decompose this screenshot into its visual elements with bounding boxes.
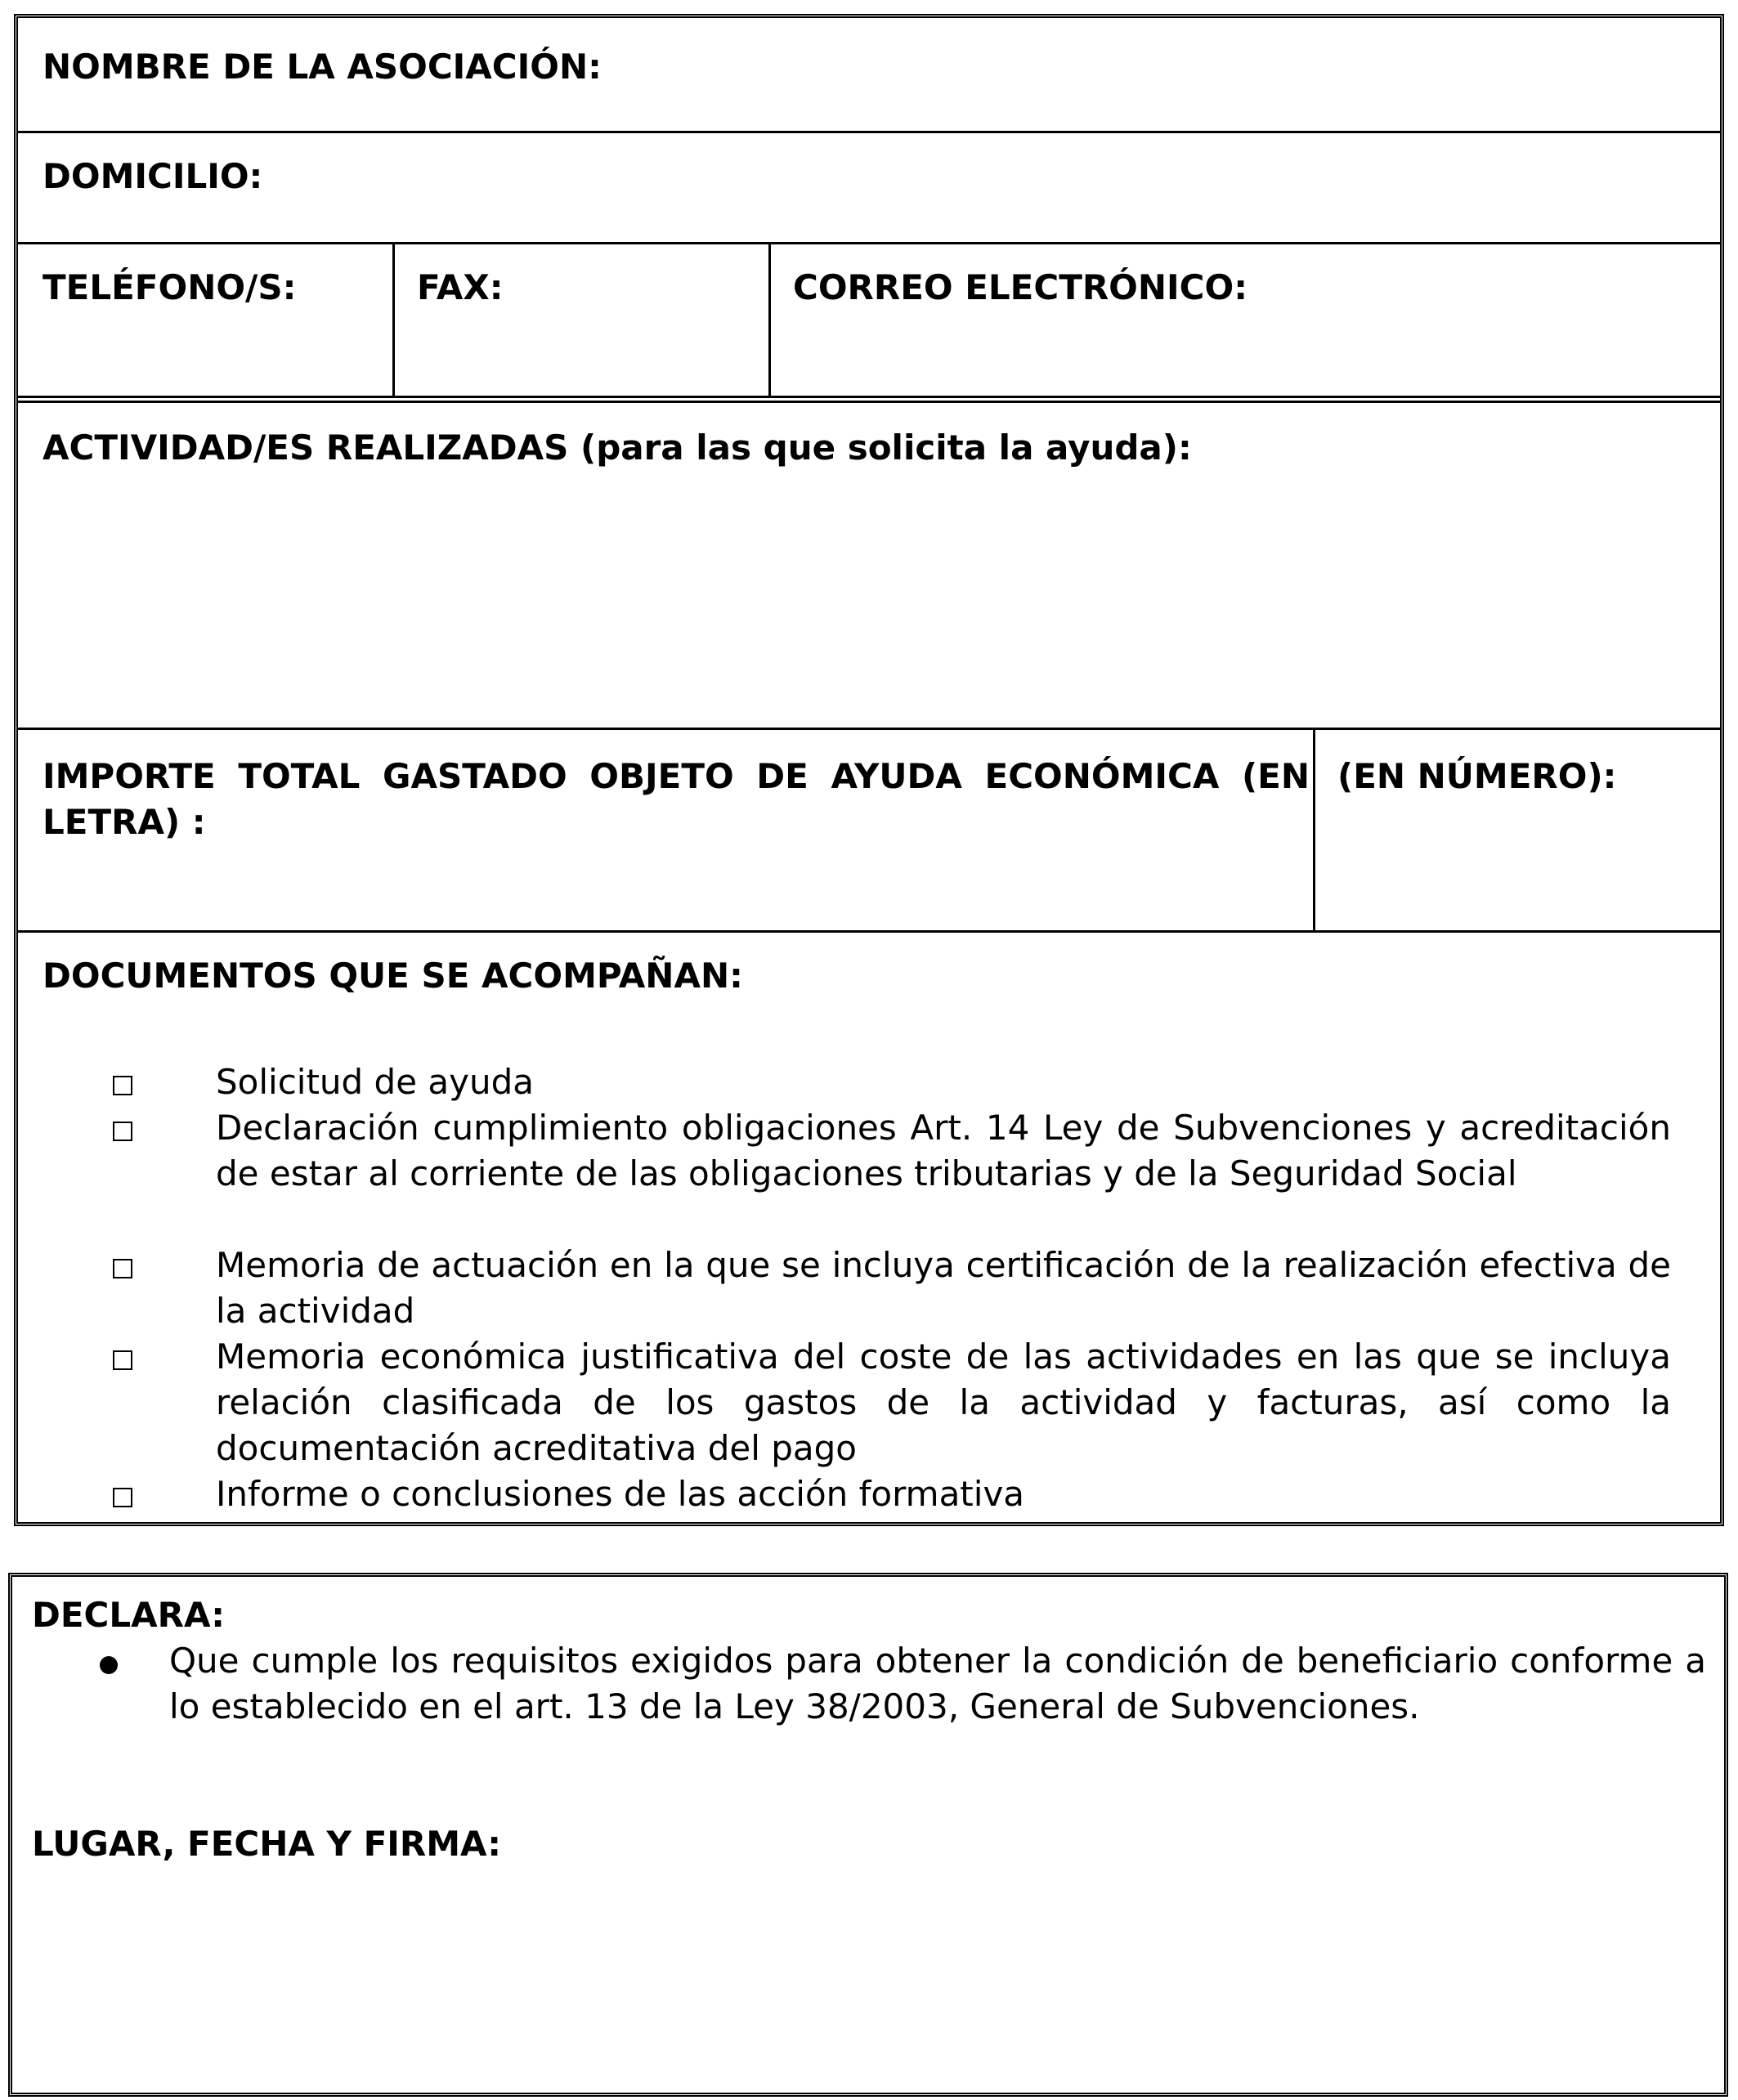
correo-electronico-label: CORREO ELECTRÓNICO:: [793, 267, 1248, 307]
row-divider: [18, 930, 1720, 933]
nombre-asociacion-label: NOMBRE DE LA ASOCIACIÓN:: [43, 47, 602, 87]
telefono-label: TELÉFONO/S:: [43, 267, 297, 307]
document-item-text: Memoria económica justificativa del coste de las actividades en las que se incluya relación clasificada de los gastos de la actividad y facturas, así como la documentación acreditativa del pago: [216, 1337, 1671, 1468]
column-divider: [1313, 728, 1315, 932]
checkbox-icon[interactable]: [113, 1488, 132, 1507]
checkbox-icon[interactable]: [113, 1259, 132, 1278]
document-item-text: Declaración cumplimiento obligaciones Art. 14 Ley de Subvenciones y acreditación de estar al corriente de las obligaciones tributarias y de la Seguridad Social: [216, 1108, 1671, 1193]
importe-letra-label: IMPORTE TOTAL GASTADO OBJETO DE AYUDA ECONÓMICA (EN LETRA) :: [43, 756, 1310, 842]
fax-label: FAX:: [417, 267, 504, 307]
column-divider: [768, 242, 771, 397]
declaration-box: [8, 1573, 1728, 2097]
row-divider: [18, 728, 1720, 730]
documentos-label: DOCUMENTOS QUE SE ACOMPAÑAN:: [43, 956, 743, 996]
declara-label: DECLARA:: [32, 1595, 226, 1635]
actividades-label: ACTIVIDAD/ES REALIZADAS (para las que solicita la ayuda):: [43, 428, 1192, 468]
row-divider: [18, 242, 1720, 244]
application-form: [14, 14, 1724, 1526]
lugar-fecha-firma-label: LUGAR, FECHA Y FIRMA:: [32, 1824, 502, 1864]
checkbox-icon[interactable]: [113, 1076, 132, 1095]
row-divider: [18, 396, 1720, 398]
document-item-text: Informe o conclusiones de las acción formativa: [216, 1474, 1025, 1514]
checkbox-icon[interactable]: [113, 1350, 132, 1370]
row-divider: [18, 401, 1720, 403]
row-divider: [18, 131, 1720, 133]
bullet-icon: [100, 1656, 118, 1674]
document-item-text: Solicitud de ayuda: [216, 1062, 535, 1102]
declaration-item-text: Que cumple los requisitos exigidos para obtener la condición de beneficiario conforme a lo establecido en el art. 13 de la Ley 38/2003, General de Subvenciones.: [169, 1641, 1706, 1726]
importe-numero-label: (EN NÚMERO):: [1337, 756, 1617, 796]
document-item-text: Memoria de actuación en la que se incluya certificación de la realización efectiva de la actividad: [216, 1245, 1671, 1331]
column-divider: [392, 242, 395, 397]
domicilio-label: DOMICILIO:: [43, 156, 263, 196]
checkbox-icon[interactable]: [113, 1122, 132, 1141]
